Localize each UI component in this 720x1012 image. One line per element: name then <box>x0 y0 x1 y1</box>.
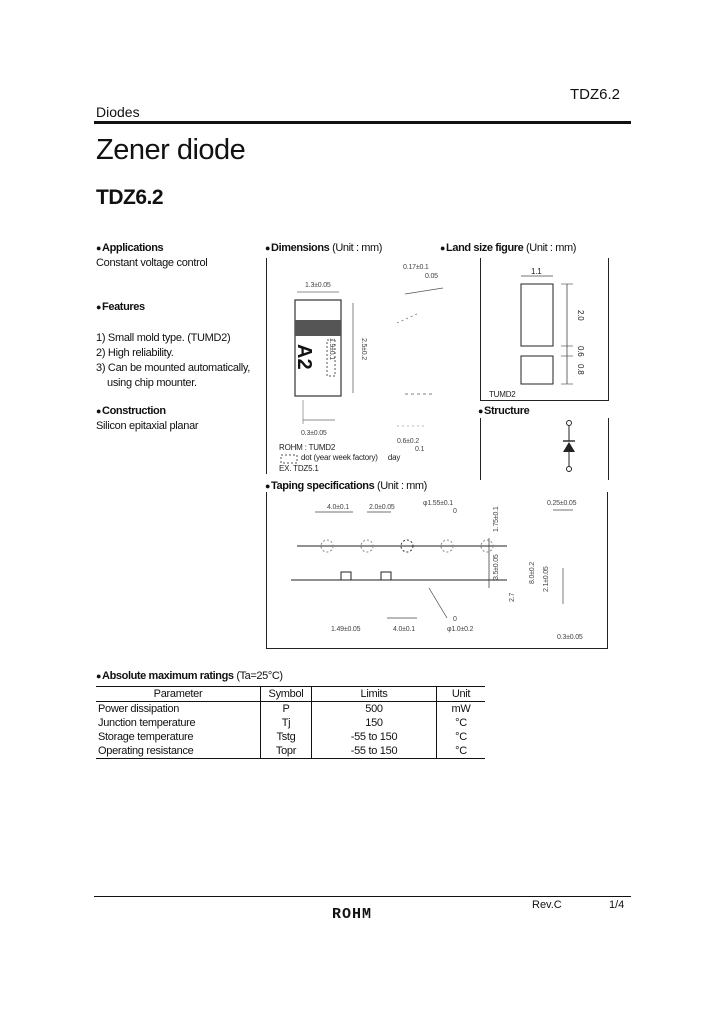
cell: Power dissipation <box>98 702 180 715</box>
cell: mW <box>437 702 486 717</box>
taping-label: 2.0±0.05 <box>369 504 395 511</box>
col-header: Unit <box>437 687 486 702</box>
zener-symbol-icon <box>481 418 608 480</box>
dim-legend-line: dot (year week factory) day <box>301 453 401 462</box>
cell: °C <box>437 730 486 744</box>
feature-item: 1) Small mold type. (TUMD2) <box>96 332 231 344</box>
table-row <box>96 744 485 759</box>
page-number: 1/4 <box>609 899 625 911</box>
cell: Tj <box>261 716 312 730</box>
dim-legend-line: ROHM : TUMD2 <box>279 443 336 452</box>
taping-label: 8.0±0.2 <box>529 562 536 584</box>
cell: -55 to 150 <box>312 744 437 759</box>
taping-label: 4.0±0.1 <box>327 504 349 511</box>
cell: Operating resistance <box>96 744 261 759</box>
col-header: Symbol <box>261 687 312 702</box>
land-label: 2.0 <box>576 310 585 321</box>
table-header-row <box>96 687 485 702</box>
land-label: 0.8 <box>576 364 585 375</box>
taping-label: φ1.0±0.2 <box>447 626 474 633</box>
bullet-icon: ● <box>96 406 102 416</box>
taping-label: 0.3±0.05 <box>557 634 583 641</box>
taping-label: 0.25±0.05 <box>547 500 577 507</box>
dim-label: 0.1 <box>415 446 425 453</box>
cell: 500 <box>312 702 437 717</box>
col-header: Limits <box>312 687 437 702</box>
revision: Rev.C <box>532 899 562 911</box>
cell: Topr <box>261 744 312 759</box>
table-row <box>96 730 485 744</box>
taping-drawing <box>267 492 607 648</box>
dim-label: 2.5±0.2 <box>360 338 367 360</box>
land-label: 0.6 <box>576 346 585 357</box>
taping-figure <box>266 492 608 649</box>
taping-label: 0 <box>453 508 457 515</box>
feature-item: 3) Can be mounted automatically, <box>96 362 251 374</box>
page-title: Zener diode <box>96 134 246 166</box>
cell: °C <box>437 716 486 730</box>
footer-rule <box>94 896 631 897</box>
features-list <box>96 316 250 406</box>
cell: Storage temperature <box>98 730 194 743</box>
features-heading: ●Features <box>96 301 145 313</box>
dimensions-figure <box>266 258 475 474</box>
bullet-icon: ● <box>265 481 271 491</box>
construction-heading: ●Construction <box>96 405 166 417</box>
table-row <box>96 716 485 730</box>
dim-label: 1.3±0.05 <box>305 282 331 289</box>
dim-legend-line: EX. TDZ5.1 <box>279 464 319 473</box>
table-row <box>96 702 485 717</box>
header-rule <box>94 121 631 124</box>
cell: Junction temperature <box>98 716 196 729</box>
bullet-icon: ● <box>96 302 102 312</box>
cell: °C <box>437 744 486 759</box>
feature-item: using chip mounter. <box>96 377 197 389</box>
bullet-icon: ● <box>96 671 102 681</box>
construction-text: Silicon epitaxial planar <box>96 420 199 432</box>
col-header: Parameter <box>96 687 261 702</box>
taping-label: 0 <box>453 616 457 623</box>
taping-label: 1.75±0.1 <box>493 506 500 532</box>
land-size-drawing <box>481 258 608 400</box>
taping-label: φ1.55±0.1 <box>423 500 453 507</box>
bullet-icon: ● <box>440 243 446 253</box>
header-part-number: TDZ6.2 <box>570 86 621 103</box>
applications-text: Constant voltage control <box>96 257 208 269</box>
taping-label: 2.1±0.05 <box>543 566 550 592</box>
header-category: Diodes <box>96 104 140 120</box>
dim-label: 0.6±0.2 <box>397 438 419 445</box>
structure-figure <box>480 418 609 480</box>
land-label: 1.1 <box>531 267 542 276</box>
part-number: TDZ6.2 <box>96 186 164 209</box>
ratings-table <box>96 686 485 759</box>
land-size-heading: ●Land size figure (Unit : mm) <box>440 242 577 254</box>
bullet-icon: ● <box>478 406 484 416</box>
cell: -55 to 150 <box>312 730 437 744</box>
bullet-icon: ● <box>96 243 102 253</box>
structure-heading: ●Structure <box>478 405 530 417</box>
taping-label: 4.0±0.1 <box>393 626 415 633</box>
ratings-heading: ●Absolute maximum ratings (Ta=25°C) <box>96 670 283 682</box>
dim-label: 0.05 <box>425 273 438 280</box>
applications-heading: ●Applications <box>96 242 164 254</box>
taping-label: 1.49±0.05 <box>331 626 361 633</box>
cell: 150 <box>312 716 437 730</box>
dim-label: 0.17±0.1 <box>403 264 429 271</box>
dim-label: 0.3±0.05 <box>301 430 327 437</box>
feature-item: 2) High reliability. <box>96 347 174 359</box>
bullet-icon: ● <box>265 243 271 253</box>
dim-label: 1.9±0.1 <box>328 338 335 360</box>
dimensions-heading: ●Dimensions (Unit : mm) <box>265 242 383 254</box>
taping-heading: ●Taping specifications (Unit : mm) <box>265 480 427 492</box>
taping-label: 3.5±0.05 <box>493 554 500 580</box>
land-size-figure <box>480 258 609 401</box>
device-marking: A2 <box>293 344 315 370</box>
cell: P <box>261 702 312 717</box>
land-package: TUMD2 <box>489 390 516 399</box>
cell: Tstg <box>261 730 312 744</box>
taping-label: 2.7 <box>509 592 516 602</box>
rohm-logo: ROHM <box>332 906 373 923</box>
